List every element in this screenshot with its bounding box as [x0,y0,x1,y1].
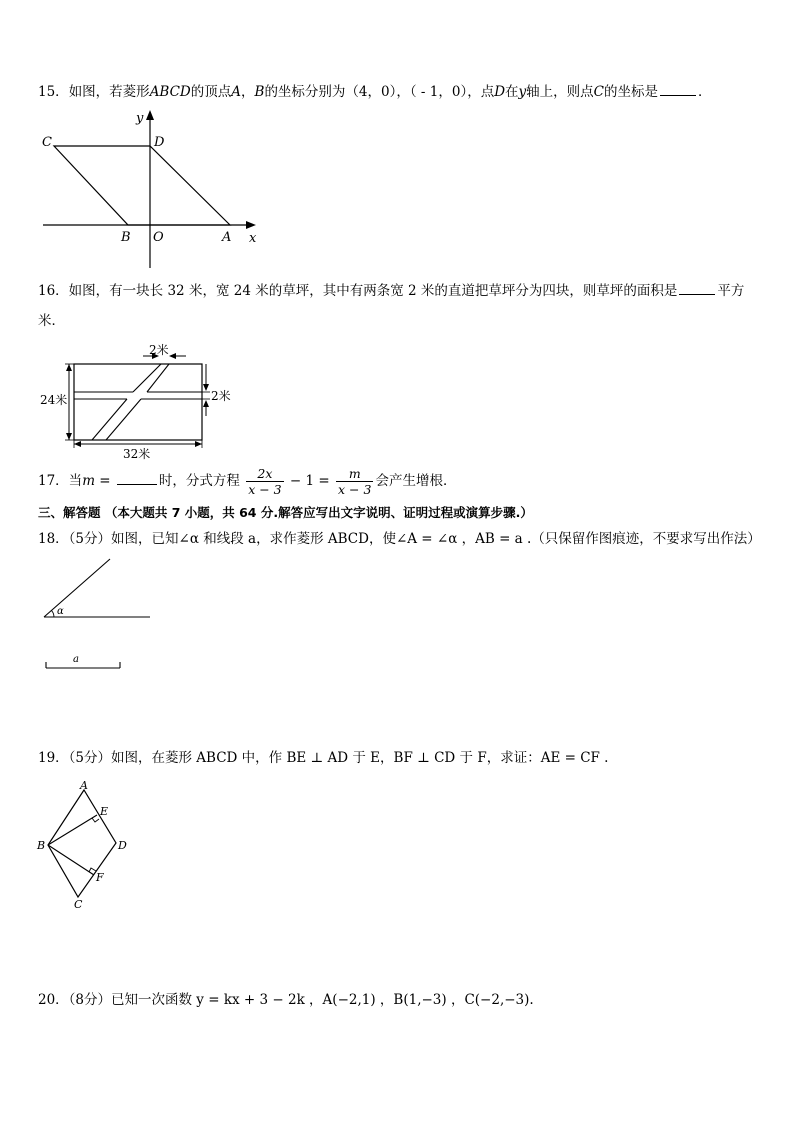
right-angle-F [89,868,96,872]
right-angle-E [92,818,99,822]
q16-text: 16．如图，有一块长 32 米，宽 24 米的草坪，其中有两条宽 2 米的直道把草坪分为四块，则草坪的面积是 平方 [38,283,745,299]
q17-text: 17．当m = 时，分式方程 $\frac{2x}{x - 3}$ − 1 = $\frac{m}{x - 3}$ 会产生增根． [38,466,457,497]
segment-BF [48,845,94,875]
label-top-width: 2米 [149,343,169,357]
q18-figure [40,555,160,675]
x-axis-arrow [246,221,256,229]
label-B: B [121,230,131,245]
q16-figure [40,338,240,463]
label-F: F [96,871,104,884]
label-y: y [136,111,144,126]
label-right-width: 2米 [211,389,231,403]
label-x: x [249,231,257,246]
label-D: D [154,135,165,150]
fraction-2x-over-x-3: $\frac{2x}{x - 3}$ [248,466,282,497]
rhombus [54,146,230,225]
label-A: A [80,779,88,792]
label-height: 24米 [40,393,68,407]
segment-BE [48,815,97,845]
q16-text-line2: 米． [38,313,65,329]
label-D: D [118,839,127,852]
section-heading: 三、解答题 （本大题共 7 小题，共 64 分.解答应写出文字说明、证明过程或演算步骤.） [38,505,533,520]
label-B: B [37,839,46,852]
q15-text: 15．如图，若菱形ABCD的顶点A，B的坐标分别为（4，0），（ - 1，0），点D在y轴上，则点C的坐标是 ． [38,84,712,100]
q15-figure [38,108,268,273]
label-alpha: α [57,606,64,617]
label-A: A [222,230,232,245]
label-C: C [42,135,52,150]
answer-blank[interactable] [660,82,696,96]
label-a: a [73,654,79,665]
fraction-m-over-x-3: $\frac{m}{x - 3}$ [338,466,372,497]
q20-text: 20．（8分）已知一次函数 y = kx + 3 − 2k ，A(−2,1) ，B(1,−3) ，C(−2,−3). [38,992,534,1008]
y-axis-arrow [146,110,154,120]
label-C: C [74,898,83,911]
answer-blank[interactable] [679,281,715,295]
q19-figure [36,780,136,910]
answer-blank[interactable] [117,471,157,485]
q19-text: 19．（5分）如图，在菱形 ABCD 中，作 BE ⊥ AD 于 E，BF ⊥ CD 于 F，求证：AE = CF . [38,750,609,766]
label-length: 32米 [123,447,151,461]
q18-text: 18．（5分）如图，已知∠α 和线段 a，求作菱形 ABCD，使∠A = ∠α ，AB = a .（只保留作图痕迹，不要求写出作法） [38,531,761,547]
label-E: E [100,805,109,818]
angle-ray-upper [44,559,110,617]
label-O: O [153,230,164,245]
